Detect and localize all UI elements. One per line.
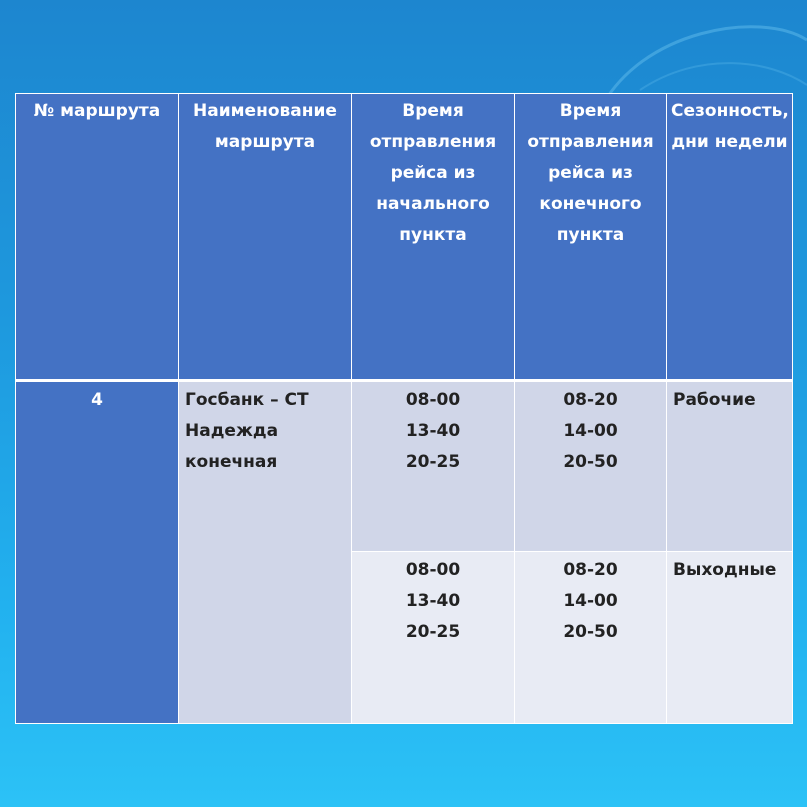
end-times-cell: 08-20 14-00 20-50	[515, 381, 667, 552]
header-departure-start: Время отправления рейса из начального пункта	[352, 94, 515, 381]
background-arc-2	[640, 63, 807, 90]
days-cell: Рабочие	[667, 381, 793, 552]
schedule-table	[15, 93, 793, 724]
start-times-cell: 08-00 13-40 20-25	[352, 552, 515, 724]
header-seasonality: Сезонность, дни недели	[667, 94, 793, 381]
header-departure-end: Время отправления рейса из конечного пункта	[515, 94, 667, 381]
table-row	[16, 381, 793, 552]
route-number-cell: 4	[16, 381, 179, 724]
days-cell: Выходные	[667, 552, 793, 724]
start-times-cell: 08-00 13-40 20-25	[352, 381, 515, 552]
route-name-cell: Госбанк – СТ Надежда конечная	[179, 381, 352, 724]
end-times-cell: 08-20 14-00 20-50	[515, 552, 667, 724]
header-route-number: № маршрута	[16, 94, 179, 381]
header-row	[16, 94, 793, 381]
header-route-name: Наименование маршрута	[179, 94, 352, 381]
